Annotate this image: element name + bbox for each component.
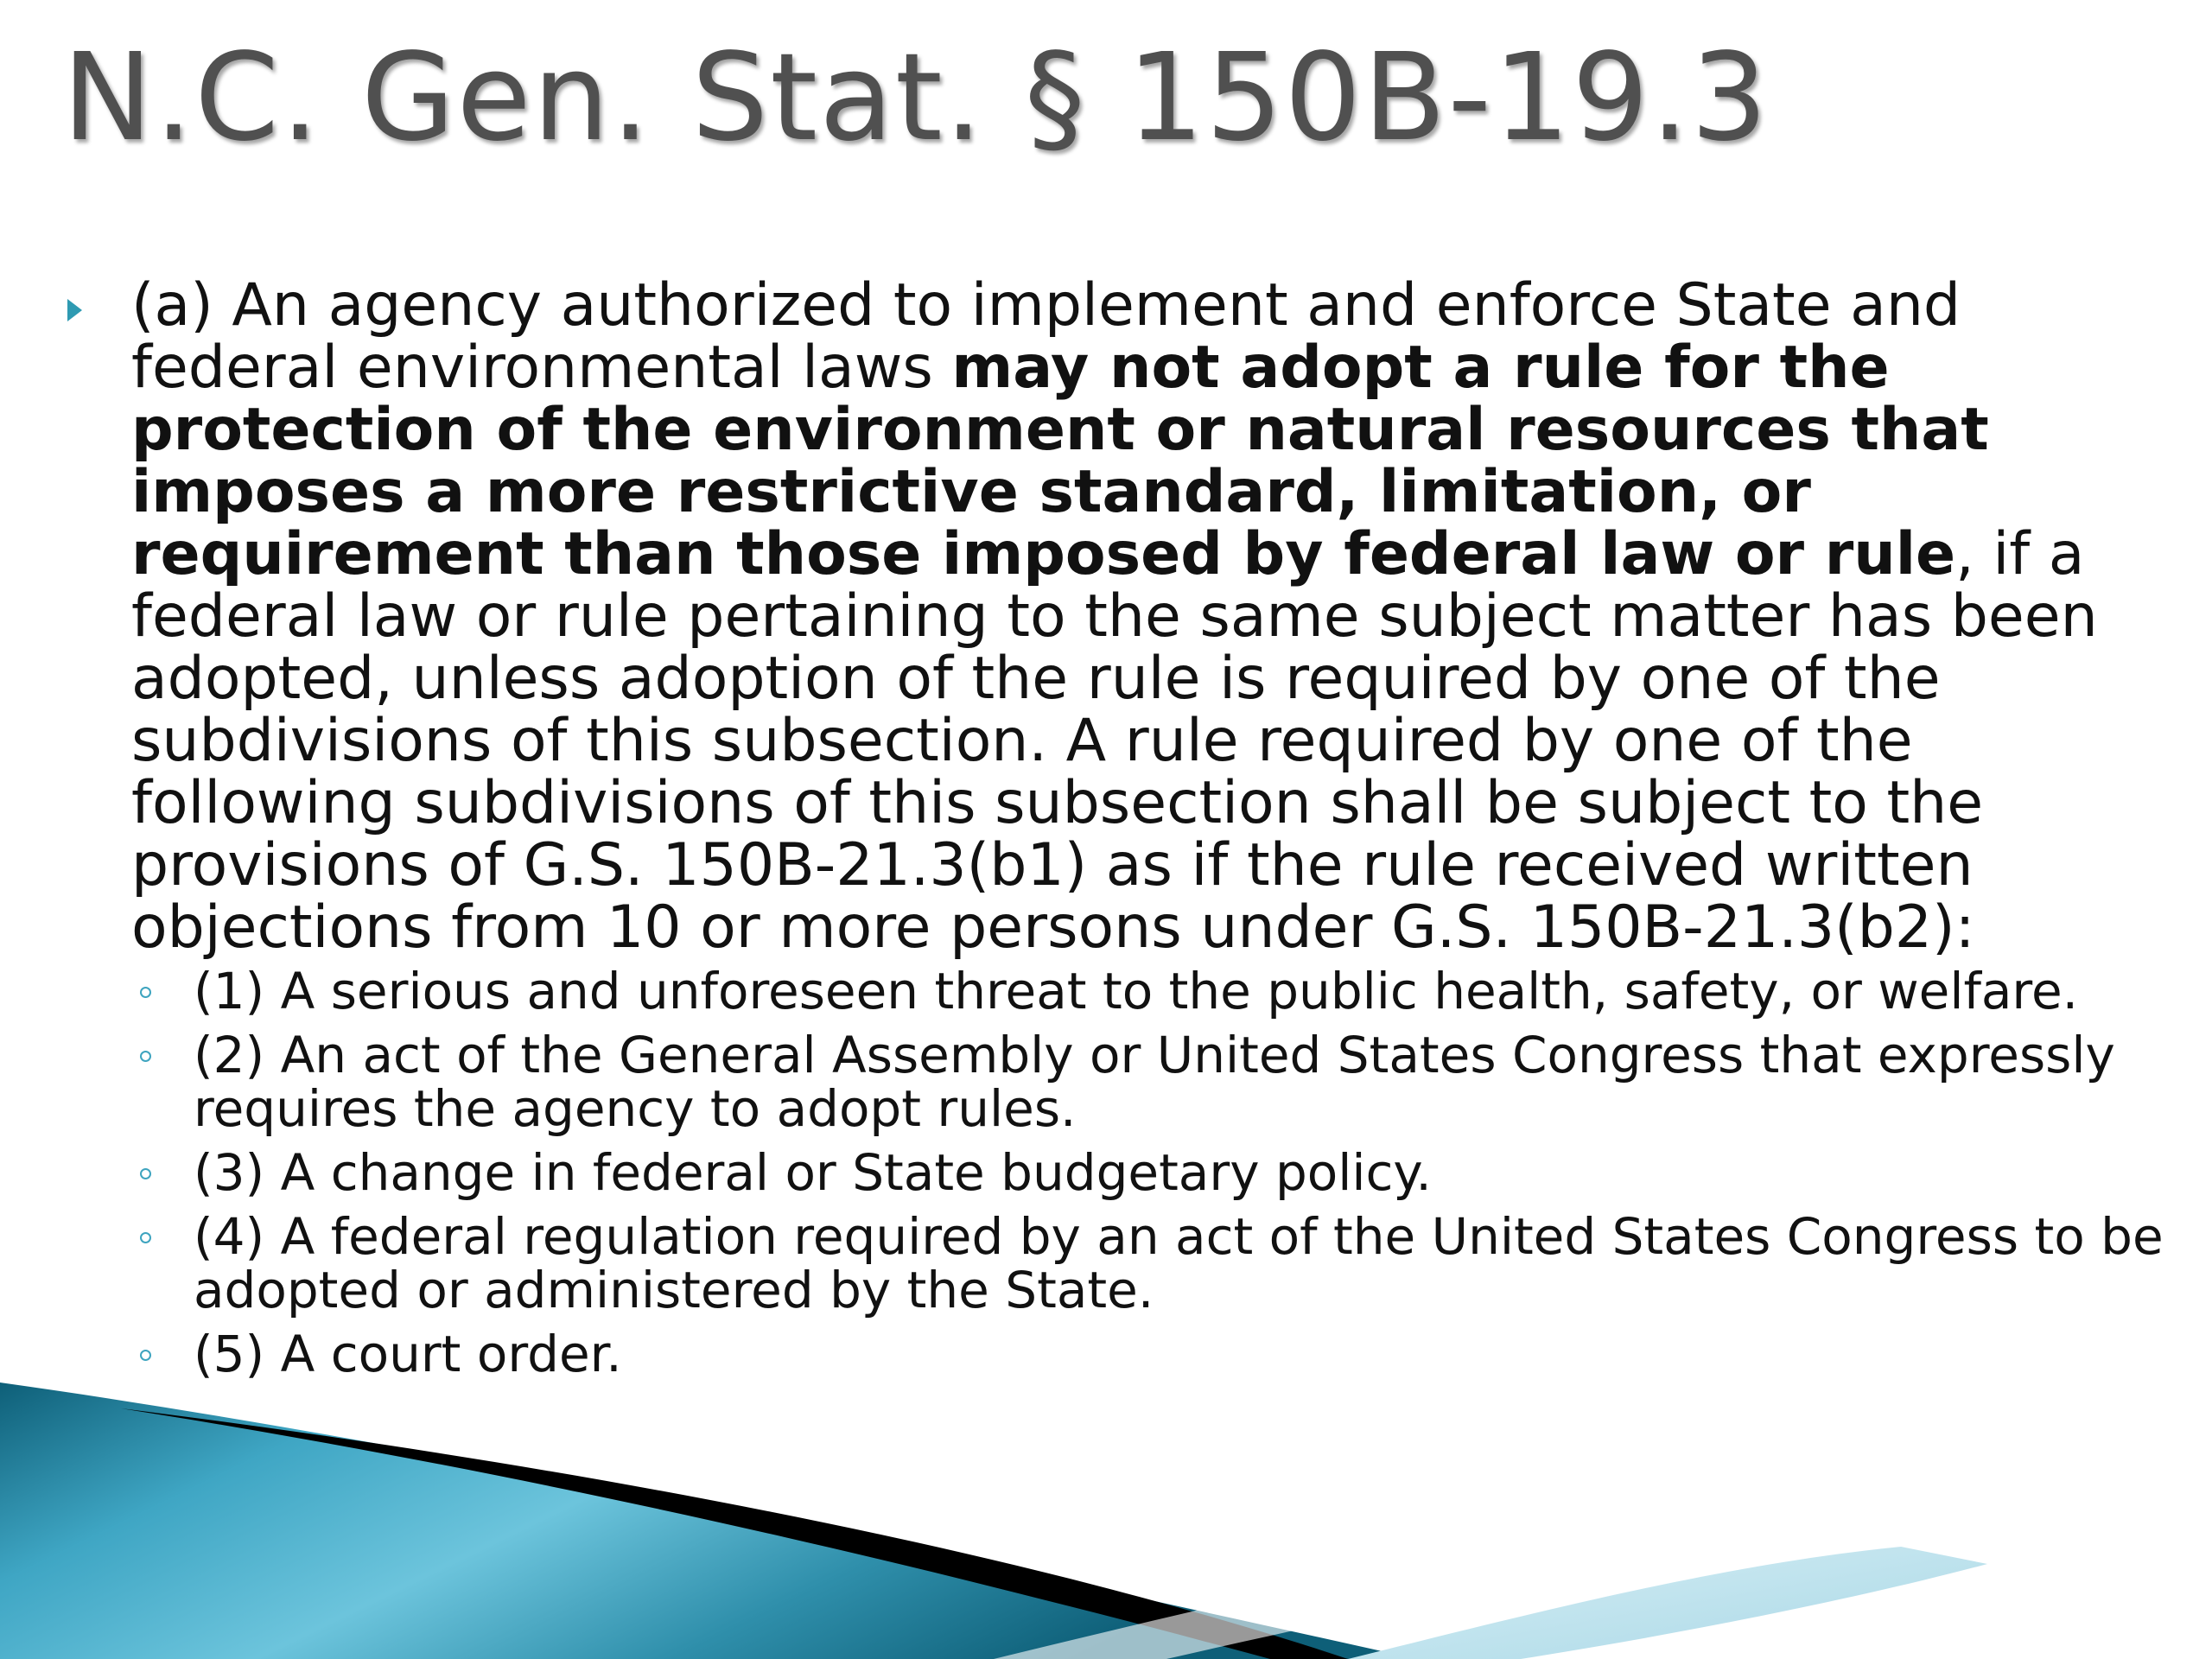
sub-bullet-text: (2) An act of the General Assembly or United States Congress that expressly requires the agency to adopt rules. — [194, 1026, 2115, 1138]
sub-bullet-item — [62, 964, 2171, 1018]
main-bullet — [62, 271, 2171, 962]
hollow-circle-bullet-icon — [140, 1232, 151, 1243]
hollow-circle-bullet-icon — [140, 987, 151, 998]
sub-bullet-list — [62, 964, 2171, 1381]
slide-content — [62, 271, 2171, 1391]
hollow-circle-bullet-icon — [140, 1168, 151, 1179]
sub-bullet-item — [62, 1026, 2171, 1138]
sub-bullet-text: (4) A federal regulation required by an act of the United States Congress to be adopted or administered by the State. — [194, 1207, 2164, 1319]
slide-title: N.C. Gen. Stat. § 150B-19.3 — [62, 28, 1770, 168]
sub-bullet-text: (5) A court order. — [194, 1325, 622, 1383]
triangle-right-bullet-icon — [67, 299, 82, 321]
sub-bullet-text: (1) A serious and unforeseen threat to the public health, safety, or welfare. — [194, 962, 2079, 1020]
decorative-swoosh — [0, 1348, 2212, 1659]
sub-bullet-text: (3) A change in federal or State budgetary policy. — [194, 1143, 1432, 1202]
sub-bullet-item — [62, 1143, 2171, 1202]
main-bullet-intro: (a) An agency authorized to implement and enforce State and federal environmental laws — [131, 271, 1961, 402]
main-bullet-rest: , if a federal law or rule pertaining to the same subject matter has been adopted, unless adoption of the rule is required by one of the subdivisions of this subsection. A rule required by one of the following subdivisions of this subsection shall be subject to the provisions of G.S. 150B-21.3(b1) as if the rule received written objections from 10 or more persons under G.S. 150B-21.3(b2): — [131, 520, 2098, 962]
main-bullet-bold-text: may not adopt a rule for the protection of the environment or natural resources that imposes a more restrictive standard, limitation, or requirement than those imposed by federal law or rule — [131, 334, 1989, 588]
sub-bullet-item — [62, 1207, 2171, 1319]
hollow-circle-bullet-icon — [140, 1051, 151, 1062]
